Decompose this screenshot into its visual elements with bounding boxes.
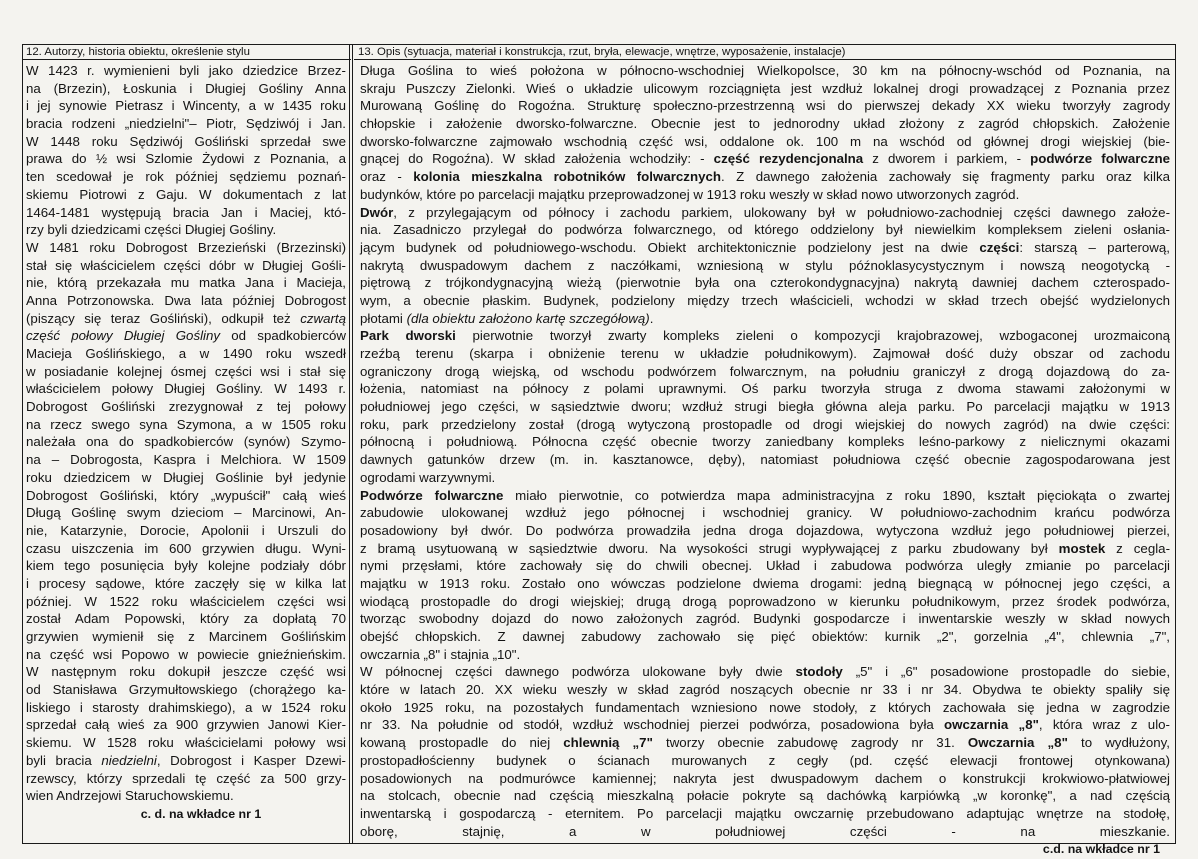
- continued-note: [26, 805, 346, 823]
- text-segment: Długą Goślinę swym dzieciom – Marcinowi, An-: [26, 505, 346, 521]
- text-segment: część rezydencjonalna: [713, 151, 864, 167]
- text-segment: nie, którą przekazała mu matka Jana i Macieja,: [26, 275, 346, 291]
- text-segment: piętrową z trójkondygnacyjną wieżą (pierwotnie była ona czterokondygnacyjna) nakrytą dawniej dachem czterospado-: [360, 275, 1170, 291]
- text-line: [26, 557, 346, 575]
- text-line: [360, 345, 1170, 363]
- text-line: [26, 593, 346, 611]
- description-column: [360, 62, 1171, 857]
- text-segment: płotami: [360, 310, 407, 326]
- text-segment: jącym budynek od południowego-wschodu. Obiekt architektonicznie podzielony jest na dwie: [360, 239, 980, 255]
- text-segment: w posiadanie kolejnej ósmej części wsi i stał się: [26, 363, 346, 379]
- text-line: [360, 504, 1170, 522]
- text-segment: grzywien wymienił się z Marcinem Goślińskim: [26, 629, 346, 644]
- text-segment: budynków, które po parcelacji majątku przeprowadzonej w 1913 roku weszły w skład nowo utworzonych zagród.: [360, 186, 1020, 202]
- text-line: [26, 168, 346, 186]
- text-segment: kowaną prostopadle do niej: [360, 735, 564, 751]
- text-line: [26, 752, 346, 770]
- text-segment: Murowaną Goślinę do Rogoźna. Strukturę społeczno-przestrzenną wsi do pierwszej dekady XX wieku tworzyły zagrody: [360, 98, 1170, 114]
- text-segment: majątku w 1913 roku. Zostało ono wówczas podzielone dwiema drogami: jedną biegnącą w północnej jego części, a: [360, 575, 1170, 591]
- text-segment: Podwórze folwarczne: [360, 487, 504, 503]
- text-line: [360, 416, 1170, 434]
- text-segment: został Adam Popowski, który za dopłatą 70: [26, 611, 346, 627]
- text-segment: ograniczony drogą wiejską, od wschodu podwórzem folwarcznym, na południu graniczył z drogą dojazdową do za-: [360, 363, 1170, 379]
- text-line: [360, 575, 1170, 593]
- section-12-header: 12. Autorzy, historia obiektu, określenie stylu: [22, 44, 351, 60]
- text-segment: 1464-1481 występują bracia Jan i Maciej, któ-: [26, 204, 346, 220]
- text-line: [360, 522, 1170, 540]
- text-line: [26, 62, 346, 80]
- text-line: [26, 487, 346, 505]
- continued-note: [360, 840, 1170, 858]
- text-line: [360, 663, 1170, 681]
- text-segment: (piszący się teraz Gośliński), odkupił też: [26, 310, 301, 326]
- text-line: [360, 115, 1170, 133]
- text-segment: to wydłużony,: [1067, 735, 1170, 751]
- text-segment: owczarnia „8": [944, 717, 1039, 733]
- text-segment: na rzecz swego syna Szymona, a w 1505 roku: [26, 416, 346, 432]
- text-segment: z dworem i parkiem, -: [863, 151, 1031, 167]
- text-segment: rzewscy, którzy sprzedali tę część za 500 grzy-: [26, 770, 346, 786]
- text-segment: W 1481 roku Dobrogost Brzezieński (Brzezinski): [26, 239, 346, 255]
- text-line: [26, 274, 346, 292]
- text-segment: z bramą usytuowaną w sąsiedztwie dworu. Na wysokości strugi wypływającej z parku zbudowany był: [360, 540, 1059, 556]
- text-segment: łożenia, natomiast na północy z polami uprawnymi. Oś parku tworzyła struga z dwoma stawami założonymi w: [360, 381, 1170, 397]
- text-segment: kiem tego posunięcia były kolejne podziały dóbr: [26, 558, 346, 574]
- text-segment: . Z dawnego założenia zachowały się fragmenty parku oraz kilka: [720, 169, 1171, 185]
- text-line: [360, 487, 1170, 505]
- text-line: [360, 150, 1170, 168]
- text-line: [26, 646, 346, 664]
- text-segment: północną i południową. Północna część obecnie tworzy zaniedbany kompleks leśno-parkowy z nielicznymi okazami: [360, 434, 1170, 450]
- text-segment: chłopskie i założenie dworsko-folwarczne. Obecnie jest to jednorodny układ złożony z zagród chłopskich. Założenie: [360, 116, 1170, 132]
- text-segment: owczarnia „8" i stajnia „10".: [360, 646, 521, 662]
- text-line: [26, 610, 346, 628]
- text-segment: należała ona do spadkobierców (synów) Szymo-: [26, 434, 346, 450]
- text-line: [360, 97, 1170, 115]
- text-segment: oborę, stajnię, a w południowej części - na mieszkanie.: [360, 823, 1170, 839]
- text-segment: rzy byli dziedzicami części Długiej Gośliny.: [26, 222, 277, 238]
- text-segment: byli bracia: [26, 752, 102, 768]
- text-segment: tworząc swobodny dojazd do nowo założonych zagród. Budynki gospodarcze i inwentarskie weszły w skład nowych: [360, 611, 1170, 627]
- text-line: [26, 186, 346, 204]
- text-segment: część połowy Długiej Gośliny: [26, 328, 221, 344]
- section-13-header: 13. Opis (sytuacja, materiał i konstrukcja, rzut, bryła, elewacje, wnętrze, wyposażenie, instalacje): [354, 44, 1176, 60]
- text-segment: ten scedował je rok później sędziemu poznań-: [26, 169, 346, 185]
- text-line: [360, 716, 1170, 734]
- text-segment: : starszą – parterową,: [1019, 239, 1170, 255]
- text-segment: roku dziedzicem w Długiej Goślinie był jedynie: [26, 469, 346, 485]
- text-segment: podwórze folwarczne: [1030, 151, 1170, 167]
- text-line: [360, 646, 1170, 664]
- text-segment: Dobrogost Gośliński, który „wypuścił" całą wieś: [26, 487, 346, 503]
- text-segment: czasu uiszczenia im 600 grzywien długu. Wyni-: [26, 540, 346, 556]
- text-line: [360, 310, 1170, 328]
- text-line: [26, 239, 346, 257]
- text-segment: właścicielem połowy Długiej Gośliny. W 1493 r.: [26, 381, 346, 397]
- text-segment: , która wraz z ulo-: [1038, 717, 1170, 733]
- text-line: [26, 257, 346, 275]
- text-line: [360, 168, 1170, 186]
- text-segment: „5" i „6" posadowione prostopadle do siebie,: [842, 664, 1171, 680]
- continued-note-text: c.d. na wkładce nr 1: [1042, 842, 1160, 857]
- text-segment: chlewnią „7": [563, 735, 653, 751]
- text-segment: .: [649, 310, 654, 326]
- text-segment: później. W 1522 roku właścicielem części wsi: [26, 593, 346, 609]
- continued-note-text: c. d. na wkładce nr 1: [140, 806, 262, 821]
- text-segment: mostek: [1058, 540, 1106, 556]
- text-line: [360, 469, 1170, 487]
- text-segment: tworzy obecnie zabudowę zagrody nr 31.: [652, 735, 968, 751]
- text-line: [26, 416, 346, 434]
- text-segment: nakrytą dwuspadowym dachem z naczółkami, wzniesioną w stylu późnoklasycystycznym i nowszą neogotycką -: [360, 257, 1170, 273]
- text-segment: od spadkobierców: [220, 328, 347, 344]
- text-segment: oraz -: [360, 169, 414, 185]
- text-line: [26, 398, 346, 416]
- text-segment: , Dobrogost i Kasper Dzewi-: [156, 752, 346, 768]
- text-segment: dawnych gatunków drzew (m. in. kasztanowce, dęby), natomiast południowa część obecnie zagospodarowana jest: [360, 452, 1170, 468]
- text-line: [360, 628, 1170, 646]
- text-line: [360, 327, 1170, 345]
- text-segment: posadowionych na podmurówce kamiennej; nakryta jest dwuspadowym dachem o konstrukcji krokwiowo-płatwiowej: [360, 770, 1170, 786]
- text-line: [26, 522, 346, 540]
- text-line: [360, 699, 1170, 717]
- text-segment: sprzedał całą wieś za 900 grzywien Janowi Kier-: [26, 717, 346, 733]
- text-segment: Dwór: [360, 204, 394, 220]
- text-line: [26, 681, 346, 699]
- text-line: [360, 363, 1170, 381]
- text-line: [360, 292, 1170, 310]
- text-line: [360, 823, 1170, 841]
- text-line: [360, 239, 1170, 257]
- text-line: [360, 398, 1170, 416]
- column-divider: [349, 44, 353, 844]
- text-segment: inwentarską i gospodarczą - eternitem. Po parcelacji majątku owczarnię przebudowano adaptując wnętrze na stodołę,: [360, 805, 1170, 821]
- text-line: [360, 433, 1170, 451]
- text-segment: stał się właścicielem części dóbr w Długiej Gośli-: [26, 257, 346, 273]
- text-segment: na część wsi Popowo w powiecie gnieźnieńskim.: [26, 646, 346, 662]
- text-line: [26, 663, 346, 681]
- text-segment: dworsko-folwarczne zajmowało wschodnią część wsi, oddalone ok. 100 m na wschód od głównej drogi wiejskiej (bie-: [360, 133, 1170, 149]
- text-segment: z cegla-: [1105, 540, 1170, 556]
- text-line: [360, 681, 1170, 699]
- text-segment: skiemu. W 1528 roku właścicielami połowy wsi: [26, 735, 346, 751]
- text-segment: czwartą: [300, 310, 346, 326]
- text-line: [360, 204, 1170, 222]
- text-line: [360, 133, 1170, 151]
- text-line: [26, 504, 346, 522]
- text-line: [26, 716, 346, 734]
- text-segment: , z przylegającym od północy i zachodu parkiem, ulokowany był w południowo-zachodniej części dawnego założe-: [393, 204, 1170, 220]
- text-segment: prostopadłościenny budynek o ścianach murowanych z cegły (pd. część elewacji frontowej otynkowana): [360, 752, 1170, 768]
- text-segment: części: [979, 239, 1020, 255]
- text-segment: W 1423 r. wymienieni byli jako dziedzice Brzez-: [26, 63, 346, 78]
- text-segment: rzeźbą terenu (skarpa i obniżenie terenu w układzie południkowym). Zajmował dość duży obszar od zachodu: [360, 346, 1170, 361]
- text-line: [26, 451, 346, 469]
- text-segment: Owczarnia „8": [967, 735, 1068, 751]
- text-line: [26, 380, 346, 398]
- text-line: [26, 221, 346, 239]
- text-segment: które w latach 20. XX wieku weszły w skład zagród noszących obecnie nr 33 i nr 34. Obydwa te obiekty spaliły się: [360, 682, 1170, 698]
- text-line: [26, 150, 346, 168]
- text-line: [26, 575, 346, 593]
- text-segment: ogrodami warzywnymi.: [360, 469, 496, 485]
- text-segment: Anna Potrzonowska. Dwa lata później Dobrogost: [26, 292, 346, 308]
- text-line: [360, 540, 1170, 558]
- text-line: [360, 610, 1170, 628]
- text-segment: W 1448 roku Sędziwój Gośliński sprzedał swe: [26, 133, 346, 149]
- text-line: [26, 292, 346, 310]
- text-line: [26, 734, 346, 752]
- text-segment: i jej synowie Pietrasz i Wincenty, a w 1435 roku: [26, 98, 346, 114]
- text-segment: skraju Puszczy Zielonki. Wieś o układzie ulicowym rozciągnięta jest wzdłuż lokalnej drogi prowadzącej z Poznania przez: [360, 80, 1170, 96]
- text-line: [360, 274, 1170, 292]
- text-line: [360, 770, 1170, 788]
- text-line: [26, 310, 346, 328]
- text-segment: obejść chłopskich. Z dawnej zabudowy zachowało się pięć obiektów: kurnik „2", gorzelnia „4", chlewnia „7",: [360, 629, 1170, 644]
- text-line: [360, 557, 1170, 575]
- text-line: [26, 115, 346, 133]
- text-segment: wiodącą prostopadle do drogi wiejskiej; drugą drogą poprowadzono w kierunku południkowym, przez środek podwórza,: [360, 593, 1170, 609]
- text-segment: gnącej do Rogoźna). W skład założenia wchodziły: -: [360, 151, 714, 167]
- text-line: [360, 593, 1170, 611]
- text-segment: około 1925 roku, na pozostałych fundamentach wzniesiono nowe stodoły, z których zachowała się jedna w zagrodzie: [360, 699, 1170, 715]
- text-line: [360, 186, 1170, 204]
- text-segment: skiemu Piotrowi z Gaju. W dokumentach z lat: [26, 186, 346, 202]
- text-segment: kolonia mieszkalna robotników folwarcznych: [413, 169, 721, 185]
- text-segment: Macieja Goślińskiego, a w 1490 roku wszedł: [26, 346, 346, 361]
- text-line: [360, 62, 1170, 80]
- text-segment: W północnej części dawnego podwórza ulokowane były dwie: [360, 664, 796, 680]
- text-line: [360, 752, 1170, 770]
- text-segment: na stolcach, obecnie nad częścią mieszkalną połacie pokryte są dachówką karpiówką „w koronkę", a nad częścią: [360, 788, 1170, 804]
- text-line: [360, 734, 1170, 752]
- text-segment: liskiego i starosty drahimskiego), a w 1524 roku: [26, 699, 346, 715]
- text-line: [26, 699, 346, 717]
- text-line: [360, 805, 1170, 823]
- text-segment: stodoły: [795, 664, 843, 680]
- text-segment: wym, a obecnie płaskim. Budynek, podzielony między trzech właścicieli, wchodzi w skład trzech obejść wydzielonych: [360, 292, 1170, 308]
- text-segment: na (Brzezin), Łoskunia i Długiej Gośliny Anna: [26, 80, 346, 96]
- text-segment: i procesy sądowe, które zaczęły się w kilka lat: [26, 575, 346, 591]
- text-segment: nia. Zasadniczo przylegał do podwórza folwarcznego, od którego oddzielony był niewielkim kompleksem zieleni osłania-: [360, 222, 1170, 238]
- text-line: [26, 327, 346, 345]
- text-segment: miało pierwotnie, co potwierdza mapa administracyjna z roku 1890, kształt pięciokąta o zwartej: [503, 487, 1170, 503]
- text-line: [26, 540, 346, 558]
- text-segment: wien Andrzejowi Staruchowskiemu.: [26, 788, 234, 804]
- text-segment: W następnym roku dokupił jeszcze część wsi: [26, 664, 346, 680]
- text-line: [26, 433, 346, 451]
- text-line: [26, 770, 346, 788]
- text-line: [26, 133, 346, 151]
- text-segment: bracia rodzeni „niedzielni"– Piotr, Sędziwój i Jan.: [26, 116, 346, 132]
- text-segment: Długa Goślina to wieś położona w północno-wschodniej Wielkopolsce, 30 km na północny-wschód od Poznania, na: [360, 63, 1170, 78]
- text-line: [360, 380, 1170, 398]
- text-segment: nymi przęsłami, które zachowały się do chwili obecnej. Układ i zabudowa podwórza uległy zmianie po parcelacji: [360, 558, 1170, 574]
- text-line: [360, 787, 1170, 805]
- text-segment: południowej jego części, w sąsiedztwie dworu; wzdłuż strugi biegła główna aleja parku. Po parcelacji majątku w 1913: [360, 399, 1170, 415]
- text-line: [26, 363, 346, 381]
- text-line: [26, 787, 346, 805]
- text-line: [360, 451, 1170, 469]
- text-segment: Dobrogost Gośliński zrezygnował z tej połowy: [26, 399, 346, 415]
- text-line: [26, 204, 346, 222]
- text-segment: nr 33. Na południe od stodół, wzdłuż wschodniej pierzei podwórza, posadowiona była: [360, 717, 945, 733]
- text-segment: pierwotnie tworzył zwarty kompleks zieleni o kompozycji krajobrazowej, wzbogaconej urozmaiconą: [455, 328, 1170, 344]
- text-line: [26, 80, 346, 98]
- text-segment: posadowiony był dwór. Do podwórza prowadziła jedna droga dojazdowa, wytyczona wzdłuż jego południowej pierzei,: [360, 522, 1170, 538]
- text-line: [26, 345, 346, 363]
- text-segment: Park dworski: [360, 328, 456, 344]
- text-line: [26, 628, 346, 646]
- text-segment: prawa do ½ wsi Szlomie Żydowi z Poznania, a: [26, 151, 346, 167]
- text-segment: (dla obiektu założono kartę szczegółową): [406, 310, 650, 326]
- text-line: [360, 257, 1170, 275]
- text-segment: od Stanisława Grzymułtowskiego (chorążego ka-: [26, 682, 346, 698]
- text-line: [26, 97, 346, 115]
- text-segment: na – Dobrogosta, Kaspra i Melchiora. W 1509: [26, 452, 346, 468]
- text-segment: zabudowie ulokowanej wzdłuż jego północnej i wschodniej granicy. W południowo-zachodnim krańcu podwórza: [360, 505, 1170, 521]
- text-line: [26, 469, 346, 487]
- text-segment: roku, park przedzielony został (drogą wytyczoną prostopadle od drogi wiejskiej do nowych zagród) na dwie części:: [360, 416, 1170, 432]
- text-line: [360, 221, 1170, 239]
- text-line: [360, 80, 1170, 98]
- text-segment: nie, Katarzynie, Dorocie, Apolonii i Urszuli do: [26, 522, 346, 538]
- text-segment: niedzielni: [101, 752, 157, 768]
- history-column: [26, 62, 346, 842]
